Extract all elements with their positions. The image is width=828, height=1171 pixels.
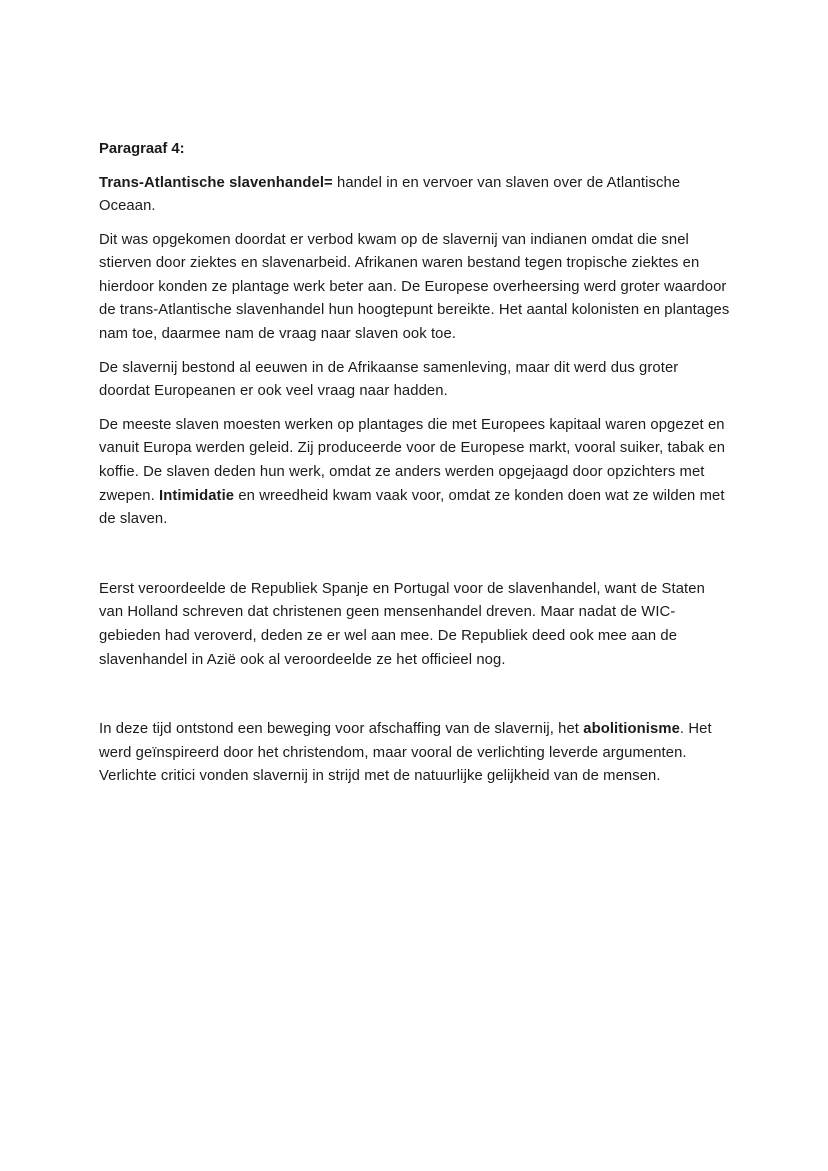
text-run: en wreedheid kwam vaak voor, omdat ze konden doen wat ze wilden met de slaven. — [99, 487, 725, 528]
document-content — [99, 138, 731, 799]
bold-text-run: Intimidatie — [159, 487, 235, 504]
text-run: De slavernij bestond al eeuwen in de Afrikaanse samenleving, maar dit werd dus groter doordat Europeanen er ook veel vraag naar hadden. — [99, 359, 679, 400]
paragraph-heading: Paragraaf 4: — [99, 141, 185, 157]
paragraph — [99, 414, 731, 532]
bold-text-run: Trans-Atlantische slavenhandel= — [99, 174, 333, 191]
paragraph — [99, 718, 731, 789]
text-run: De meeste slaven moesten werken op plantages die met Europees kapitaal waren opgezet en vanuit Europa werden geleid. Zij produceerde voor de Europese markt, vooral suiker, tabak en koffie. De slaven deden hun werk, omdat ze anders werden opgejaagd door opzichters met zwepen. — [99, 416, 726, 504]
text-run: handel in en vervoer van slaven over de Atlantische Oceaan. — [99, 174, 681, 215]
text-run: . Het werd geïnspireerd door het christendom, maar vooral de verlichting leverde argumenten. Verlichte critici vonden slavernij in strijd met de natuurlijke gelijkheid van de mensen. — [99, 721, 712, 785]
text-run: In deze tijd ontstond een beweging voor afschaffing van de slavernij, het — [99, 721, 584, 738]
text-run: Eerst veroordeelde de Republiek Spanje en Portugal voor de slavenhandel, want de Staten van Holland schreven dat christenen geen mensenhandel dreven. Maar nadat de WIC-gebieden had veroverd, deden ze er wel aan mee. De Republiek deed ook mee aan de slavenhandel in Azië ook al veroordeelde ze het officieel nog. — [99, 580, 705, 668]
document-body — [99, 172, 731, 789]
paragraph — [99, 172, 731, 219]
paragraph — [99, 578, 731, 672]
paragraph — [99, 229, 731, 347]
text-run: Dit was opgekomen doordat er verbod kwam op de slavernij van indianen omdat die snel stierven door ziektes en slavenarbeid. Afrikanen waren bestand tegen tropische ziektes en hierdoor konden ze plantage werk beter aan. De Europese overheersing werd groter waardoor de trans-Atlantische slavenhandel hun hoogtepunt bereikte. Het aantal kolonisten en plantages nam toe, daarmee nam de vraag naar slaven ook toe. — [99, 231, 730, 343]
paragraph — [99, 357, 731, 404]
bold-text-run: abolitionisme — [583, 721, 680, 738]
